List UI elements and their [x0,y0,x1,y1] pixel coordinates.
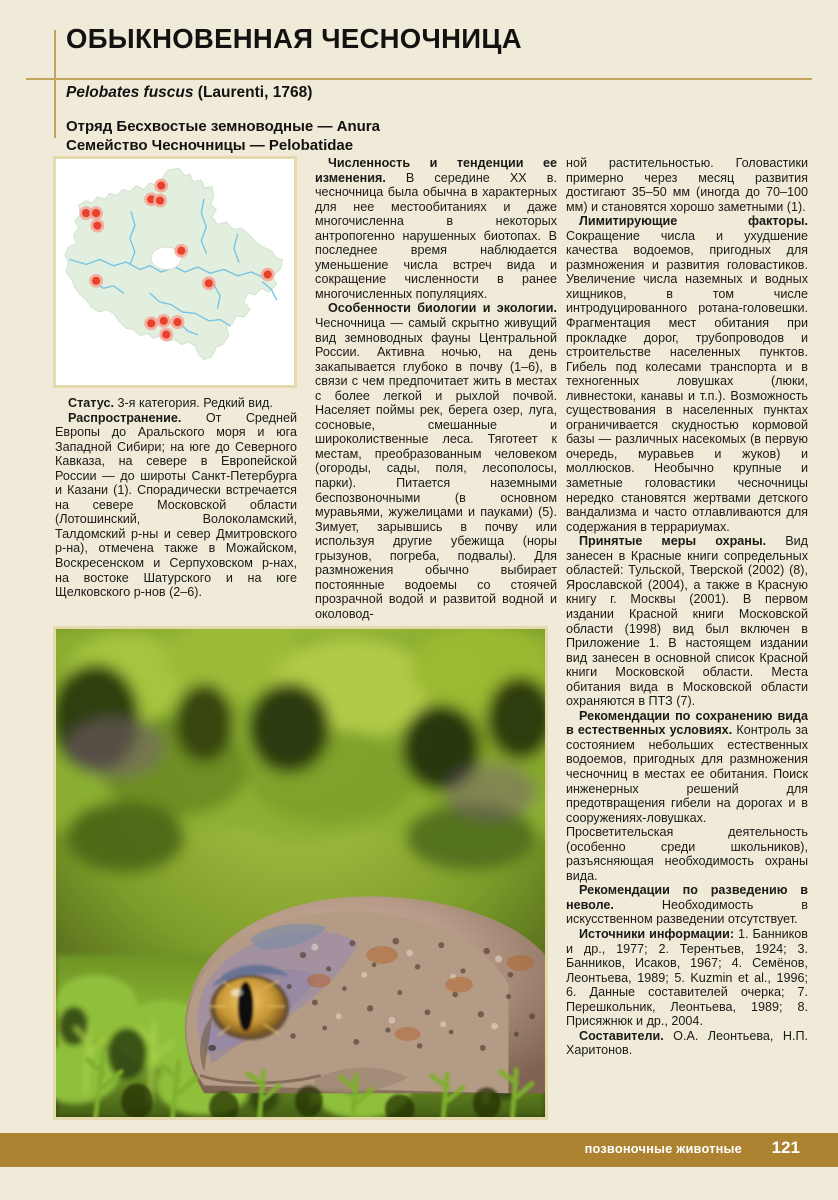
breeding-label: Рекомендации по разведению в неволе. [566,883,808,912]
protection-measures-text: Вид занесен в Красные книги сопредельных областей: Тульской, Тверской (2002) (8), Ярославской (2004), а также в Красную книгу г. Москвы (2001). В первом издании Красной книги Московской области (1998) вид был включен в Приложение 1. В настоящем издании вид занесен в основной список Красной книги Московской области. Места обитания вида в Московской области охраняются в ПТЗ (7). [566,534,808,709]
latin-authority: (Laurenti, 1768) [193,84,313,101]
taxonomy-order: Отряд Бесхвостые земноводные — Anura [66,118,380,135]
distribution-map [53,156,297,388]
protection-measures-paragraph [566,534,808,709]
biology-paragraph [315,301,557,621]
sources-label: Источники информации: [579,926,735,941]
header-horizontal-rule [26,78,812,80]
biology-continued-text: ной растительностью. Головастики примерно через месяц развития достигают 35–50 мм (иногда до 70–100 мм) и становятся хорошо заметными (1). [566,156,808,214]
text-column-1 [55,396,297,600]
biology-continued-paragraph [566,156,808,214]
footer-section-label: позвоночные животные [584,1141,742,1156]
protection-measures-label: Принятые меры охраны. [579,534,767,549]
header-vertical-rule [54,30,56,138]
breeding-paragraph [566,883,808,927]
recommendations-paragraph [566,709,808,884]
footer-page-number: 121 [771,1138,800,1157]
status-label: Статус. [68,396,114,410]
abundance-text: В середине XX в. чесночница была обычна в характерных для нее местообитаниях и даже многочисленна в некоторых антропогенно нарушенных биотопах. В последнее время наблюдается уменьшение числа встреч вида и сокращение численности в ранее многочисленных популяциях. [315,170,557,301]
page-header [0,0,838,154]
latin-binomial: Pelobates fuscus [66,84,194,101]
abundance-label: Численность и тенденции ее изменения. [315,156,557,185]
status-text: 3-я категория. Редкий вид. [113,396,273,410]
taxonomy-lines [66,100,380,156]
biology-label: Особенности биологии и экологии. [328,301,557,316]
distribution-map-svg [56,159,294,385]
recommendations-label: Рекомендации по сохранению вида в естественных условиях. [566,708,808,738]
status-paragraph [55,396,297,411]
authors-paragraph [566,1029,808,1058]
species-photo [53,626,548,1120]
limiting-factors-text: Сокращение числа и ухудшение качества водоемов, пригодных для размножения и развития головастиков. Увеличение числа наземных и водных хищников, в том числе интродуцированного ротана-головешки. Фрагментация мест обитания при прокладке дорог, трубопроводов и строительстве населенных пунктов. Гибель под колесами транспорта и в техногенных ловушках (люки, ливнестоки, канавы и т.п.). Возможность существования в населенных пунктах ограничивается скудностью кормовой базы — различных насекомых (в первую очередь, муравьев и жуков) и моллюсков. Необычно крупные и заметные головастики чесночницы нередко становятся жертвами детского вандализма и часто отлавливаются для содержания в террариумах. [566,228,808,534]
distribution-text: От Средней Европы до Аральского моря и юга Западной Сибири; на юге до Северного Кавказа, на севере в Европейской России — до широты Санкт-Петербурга и Казани (1). Спорадически встречается на севере Московской области (Лотошинский, Волоколамский, Талдомский р-ны и север Дмитровского р-на), отмечена также в Можайском, Воскресенском и Серпуховском р-нах, на востоке Шатурского и на юге Щелковского р-нов (2–6). [55,410,297,600]
page-title: ОБЫКНОВЕННАЯ ЧЕСНОЧНИЦА [66,23,522,54]
text-column-3 [566,156,808,1058]
authors-text: О.А. Леонтьева, Н.П. Харитонов. [566,1028,808,1058]
abundance-paragraph [315,156,557,301]
recommendations-text: Контроль за состоянием небольших естественных водоемов, пригодных для размножения чесночниц в местах ее обитания. Поиск инженерных решений для предотвращения гибели на дорогах и в сооружениях-ловушках. Просветительская деятельность (особенно среди школьников), разъясняющая необходимость охраны вида. [566,723,809,883]
taxonomy-family: Семейство Чесночницы — Pelobatidae [66,136,354,154]
breeding-text: Необходимость в искусственном разведении отсутствует. [566,897,808,927]
limiting-factors-label: Лимитирующие факторы. [579,214,808,229]
distribution-paragraph [55,411,297,600]
authors-label: Составители. [579,1028,664,1043]
limiting-factors-paragraph [566,214,808,534]
species-photo-illustration [56,629,545,1117]
sources-paragraph [566,927,808,1029]
distribution-label: Распространение. [68,410,182,425]
text-column-2 [315,156,557,622]
sources-text: 1. Банников и др., 1977; 2. Терентьев, 1924; 3. Банников, Исаков, 1967; 4. Семёнов, Леонтьева, 1989; 5. Kuzmin et al., 1996; 6. Данные составителей очерка; 7. Перешкольник, Леонтьева, 1989; 8. Присяжнюк и др., 2004. [566,926,809,1029]
biology-text: Чесночница — самый скрытно живущий вид земноводных фауны Центральной России. Активна ночью, на день закапывается глубоко в почву (1–6), в связи с чем предпочитает жить в местах с более легкой и рыхлой почвой. Населяет поймы рек, берега озер, луга, сосновые, смешанные и широколиственные леса. Тяготеет к местам, преобразованным человеком (огороды, сады, поля, лесополосы, парки). Питается наземными беспозвоночными (в основном муравьями, жужелицами и пауками) (5). Зимует, зарывшись в почву или используя другие убежища (норы грызунов, погреба, подвалы). Для размножения обычно выбирает постоянные водоемы со стоячей прозрачной водой и развитой водной и околовод- [315,316,557,621]
